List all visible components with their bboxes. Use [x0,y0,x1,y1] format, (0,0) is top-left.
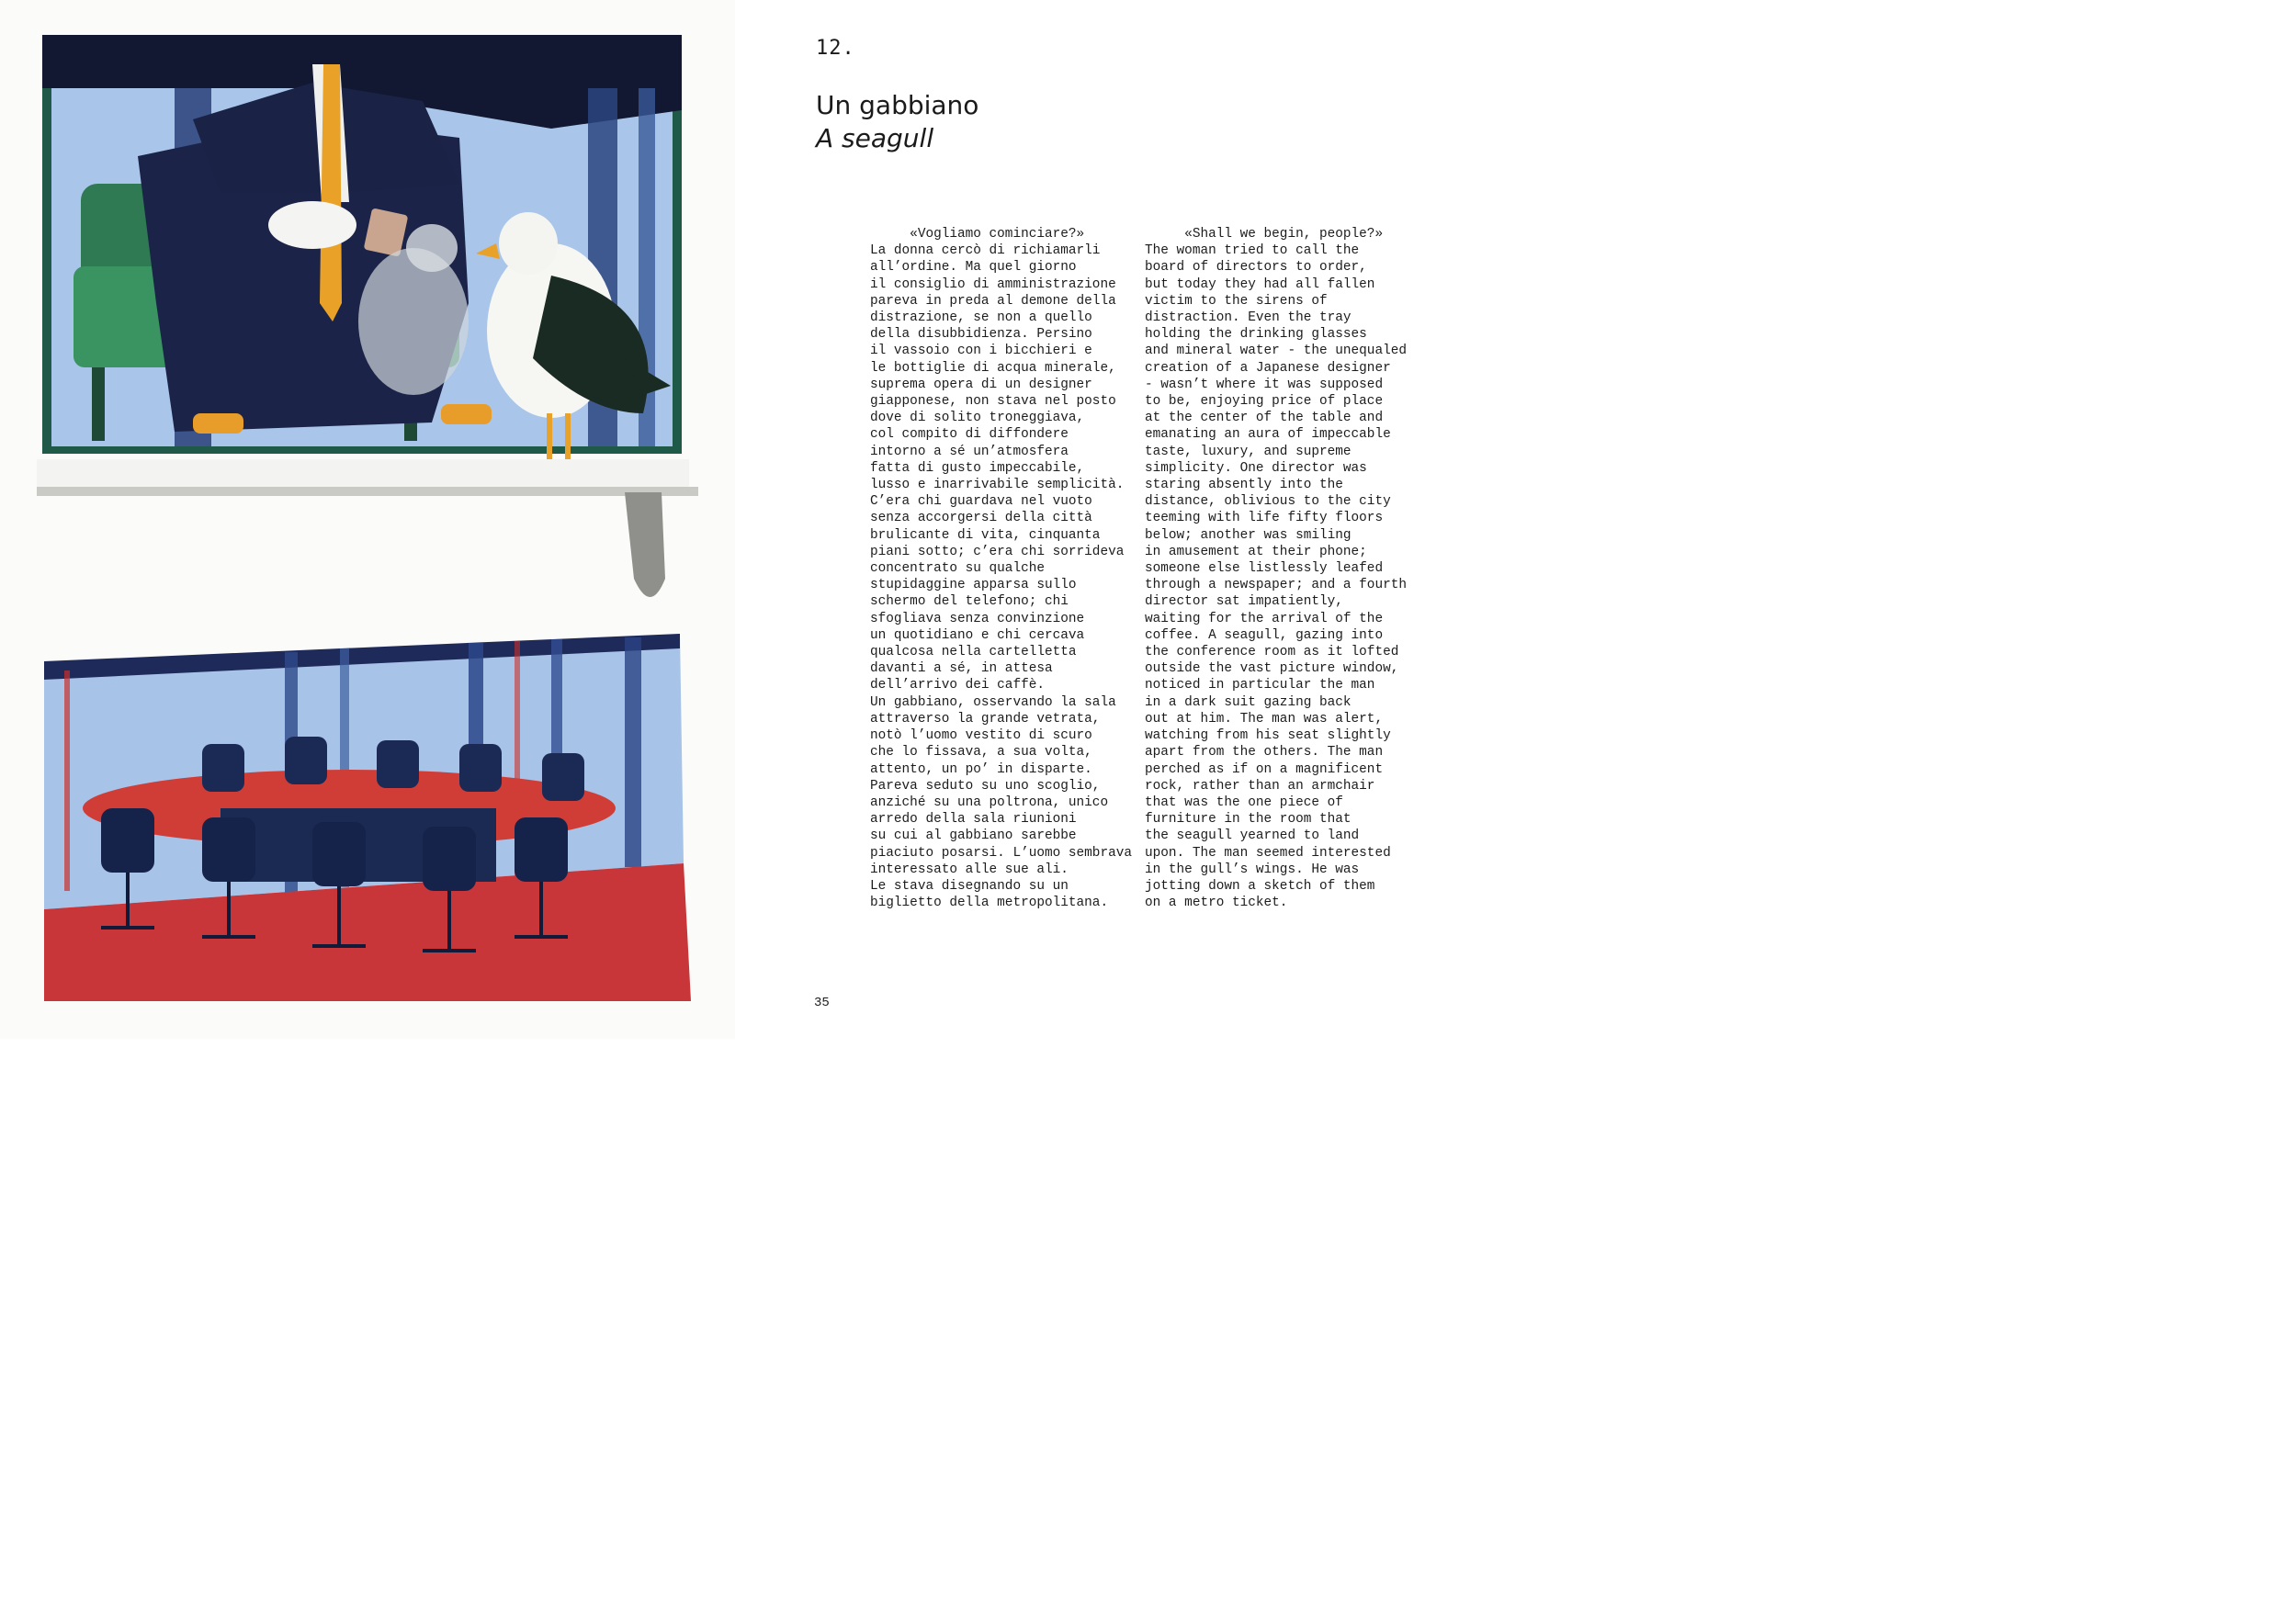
english-text-line: emanating an aura of impeccable [1145,427,1391,443]
italian-text-line: piaciuto posarsi. L’uomo sembrava [870,845,1132,861]
english-text-line: in amusement at their phone; [1145,544,1367,559]
english-text-line: holding the drinking glasses [1145,327,1367,343]
left-page [0,0,735,1039]
illustration-man-and-seagull [37,28,698,625]
english-text-line: but today they had all fallen [1145,276,1375,292]
english-text-line: below; another was smiling [1145,527,1352,543]
english-text-line: outside the vast picture window, [1145,661,1399,677]
italian-text-line: schermo del telefono; chi [870,594,1069,610]
italian-text-line: fatta di gusto impeccabile, [870,460,1085,476]
illustration-conference-room [37,634,698,1010]
italian-text-line: il vassoio con i bicchieri e [870,344,1092,359]
italian-text-line: all’ordine. Ma quel giorno [870,260,1077,276]
english-text-line: apart from the others. The man [1145,745,1384,761]
italian-text-line: arredo della sala riunioni [870,812,1077,828]
english-text-line: director sat impatiently, [1145,594,1343,610]
english-text-line: the seagull yearned to land [1145,828,1360,844]
english-text-line: coffee. A seagull, gazing into [1145,627,1384,643]
english-text-line: «Shall we begin, people?» [1145,227,1384,242]
italian-text-line: giapponese, non stava nel posto [870,394,1116,410]
italian-text-line: un quotidiano e chi cercava [870,627,1085,643]
english-text-column [1145,226,1411,911]
italian-text-line: il consiglio di amministrazione [870,276,1116,292]
english-text-line: taste, luxury, and supreme [1145,444,1352,459]
english-text-line: the conference room as it lofted [1145,645,1399,660]
italian-text-line: anziché su una poltrona, unico [870,794,1109,810]
italian-text-line: interessato alle sue ali. [870,862,1069,877]
english-text-line: upon. The man seemed interested [1145,845,1391,861]
italian-text-line: Le stava disegnando su un [870,878,1069,894]
page-number: 35 [814,996,830,1010]
italian-text-line: suprema opera di un designer [870,377,1092,392]
italian-text-column [870,226,1137,911]
english-text-line: someone else listlessly leafed [1145,561,1384,577]
english-text-line: out at him. The man was alert, [1145,711,1384,727]
english-text-line: and mineral water - the unequaled [1145,344,1407,359]
italian-text-line: concentrato su qualche [870,561,1045,577]
english-text-line: perched as if on a magnificent [1145,761,1384,777]
english-text-line: in the gull’s wings. He was [1145,862,1360,877]
italian-text-line: attraverso la grande vetrata, [870,711,1101,727]
english-text-line: victim to the sirens of [1145,293,1328,309]
english-text-line: simplicity. One director was [1145,460,1367,476]
italian-text-line: su cui al gabbiano sarebbe [870,828,1077,844]
english-text-line: distraction. Even the tray [1145,310,1352,326]
english-text-line: that was the one piece of [1145,794,1343,810]
italian-text-line: pareva in preda al demone della [870,293,1116,309]
english-text-line: waiting for the arrival of the [1145,611,1384,626]
chapter-title-english: A seagull [816,123,934,153]
italian-text-line: sfogliava senza convinzione [870,611,1085,626]
italian-text-line: Pareva seduto su uno scoglio, [870,778,1101,794]
english-text-line: through a newspaper; and a fourth [1145,578,1407,593]
italian-text-line: piani sotto; c’era chi sorrideva [870,544,1125,559]
italian-text-line: intorno a sé un’atmosfera [870,444,1069,459]
english-text-line: at the center of the table and [1145,411,1384,426]
italian-text-line: davanti a sé, in attesa [870,661,1053,677]
italian-text-line: le bottiglie di acqua minerale, [870,360,1116,376]
italian-text-line: attento, un po’ in disparte. [870,761,1092,777]
english-text-line: staring absently into the [1145,478,1343,493]
italian-text-line: dove di solito troneggiava, [870,411,1085,426]
italian-text-line: stupidaggine apparsa sullo [870,578,1077,593]
italian-text-line: biglietto della metropolitana. [870,896,1109,911]
italian-text-line: Un gabbiano, osservando la sala [870,694,1116,710]
english-text-line: teeming with life fifty floors [1145,511,1384,526]
italian-text-line: «Vogliamo cominciare?» [870,227,1085,242]
italian-text-line: notò l’uomo vestito di scuro [870,728,1092,744]
italian-text-line: col compito di diffondere [870,427,1069,443]
english-text-line: in a dark suit gazing back [1145,694,1352,710]
italian-text-line: distrazione, se non a quello [870,310,1092,326]
english-text-line: to be, enjoying price of place [1145,394,1384,410]
english-text-line: jotting down a sketch of them [1145,878,1375,894]
tie [320,64,342,321]
english-text-line: rock, rather than an armchair [1145,778,1375,794]
english-text-line: distance, oblivious to the city [1145,494,1391,510]
italian-text-line: brulicante di vita, cinquanta [870,527,1101,543]
italian-text-line: La donna cercò di richiamarli [870,243,1101,259]
italian-text-line: che lo fissava, a sua volta, [870,745,1092,761]
english-text-line: - wasn’t where it was supposed [1145,377,1384,392]
italian-text-line: della disubbidienza. Persino [870,327,1092,343]
chapter-number: 12. [816,37,855,60]
italian-text-line: C’era chi guardava nel vuoto [870,494,1092,510]
italian-text-line: lusso e inarrivabile semplicità. [870,478,1125,493]
english-text-line: watching from his seat slightly [1145,728,1391,744]
english-text-line: furniture in the room that [1145,812,1352,828]
italian-text-line: dell’arrivo dei caffè. [870,678,1045,693]
chapter-title-italian: Un gabbiano [816,90,979,120]
english-text-line: board of directors to order, [1145,260,1367,276]
english-text-line: noticed in particular the man [1145,678,1375,693]
english-text-line: The woman tried to call the [1145,243,1360,259]
english-text-line: on a metro ticket. [1145,896,1288,911]
italian-text-line: qualcosa nella cartelletta [870,645,1077,660]
italian-text-line: senza accorgersi della città [870,511,1092,526]
english-text-line: creation of a Japanese designer [1145,360,1391,376]
